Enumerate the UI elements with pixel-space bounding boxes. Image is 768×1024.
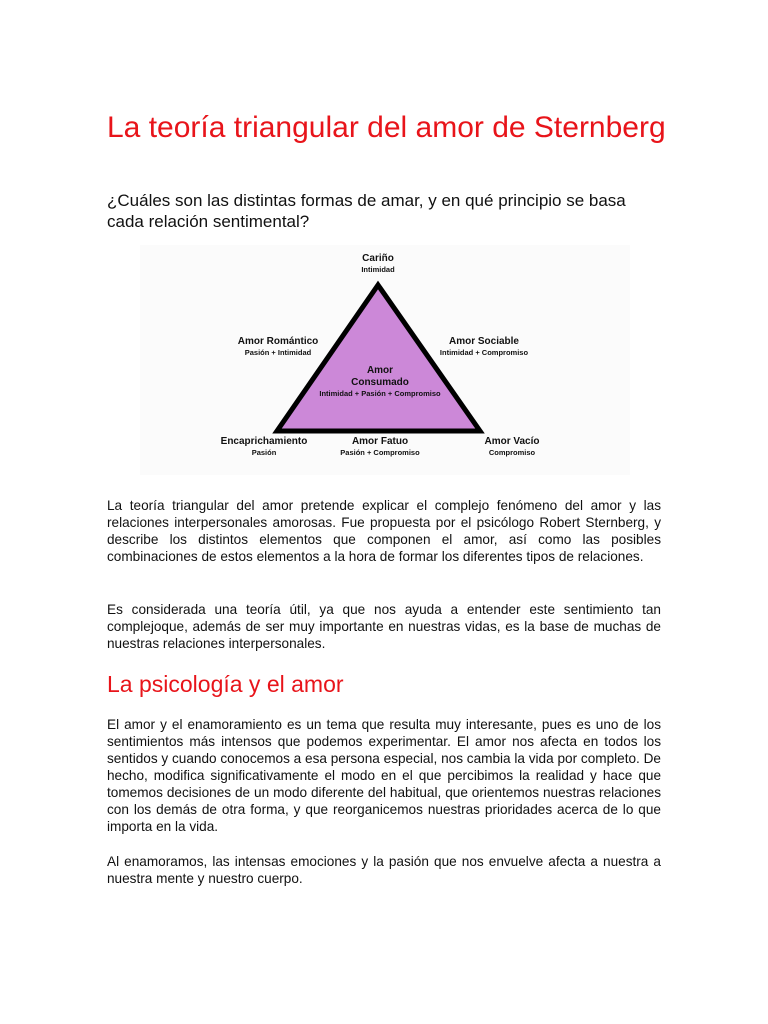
label-right-edge-sub: Intimidad + Compromiso — [439, 348, 529, 357]
label-left-edge-main: Amor Romántico — [237, 336, 319, 347]
label-bottom-edge-sub: Pasión + Compromiso — [340, 448, 420, 457]
label-left-edge — [238, 336, 319, 357]
label-bottom-left-sub: Pasión — [251, 448, 277, 457]
paragraph-usefulness: Es considerada una teoría útil, ya que nos ayuda a entender este sentimiento tan complejoque, además de ser muy importante en nuestras vidas, es la base de muchas de nuestras relaciones interpersonales. — [107, 602, 661, 651]
sternberg-triangle-diagram — [140, 245, 630, 475]
label-center — [319, 365, 440, 398]
label-bottom-right-main: Amor Vacío — [484, 436, 540, 447]
label-center-line1: Amor — [366, 365, 394, 376]
label-bottom-edge-main: Amor Fatuo — [351, 436, 409, 447]
paragraph-psychology: El amor y el enamoramiento es un tema que resulta muy interesante, pues es uno de los sentimientos más intensos que podemos experimentar. El amor nos afecta en todos los sentidos y cuando conocemos a esa persona especial, nos cambia la vida por completo. De hecho, modifica significativamente el modo en el que percibimos la realidad y hace que tomemos decisiones de un modo diferente del habitual, que orientemos nuestras relaciones con los demás de otra forma, y que reorganicemos nuestras prioridades acerca de lo que importa en la vida. — [107, 717, 661, 834]
section-heading: La psicología y el amor — [107, 671, 344, 697]
label-bottom-left-main: Encaprichamiento — [220, 436, 308, 447]
love-triangle — [277, 285, 480, 431]
label-bottom-left-vertex — [221, 436, 308, 457]
paragraph-intro: La teoría triangular del amor pretende explicar el complejo fenómeno del amor y las relaciones interpersonales amorosas. Fue propuesta por el psicólogo Robert Sternberg, y describe los distintos elementos que componen el amor, así como las posibles combinaciones de estos elementos a la hora de formar los diferentes tipos de relaciones. — [107, 498, 661, 564]
label-bottom-right-vertex — [484, 436, 539, 457]
document-title: La teoría triangular del amor de Sternberg — [107, 111, 666, 144]
document-subtitle: ¿Cuáles son las distintas formas de amar, y en qué principio se basa cada relación sentimental? — [107, 191, 626, 231]
label-bottom-right-sub: Compromiso — [488, 448, 536, 457]
label-center-sub: Intimidad + Pasión + Compromiso — [319, 389, 441, 398]
paragraph-infatuation: Al enamoramos, las intensas emociones y la pasión que nos envuelve afecta a nuestra a nuestra mente y nuestro cuerpo. — [107, 854, 661, 886]
label-left-edge-sub: Pasión + Intimidad — [244, 348, 312, 357]
label-top-vertex — [361, 253, 394, 274]
label-center-line2: Consumado — [351, 377, 409, 388]
label-right-edge-main: Amor Sociable — [448, 336, 520, 347]
label-bottom-edge — [340, 436, 419, 457]
label-top-sub: Intimidad — [361, 265, 395, 274]
label-top-main: Cariño — [362, 253, 394, 264]
label-right-edge — [440, 336, 528, 357]
